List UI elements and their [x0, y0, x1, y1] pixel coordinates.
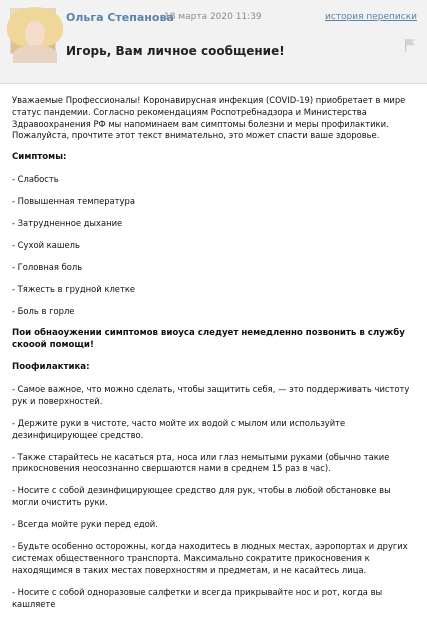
message-date: 18 марта 2020 11:39 — [164, 12, 262, 22]
symptom-item: - Слабость — [12, 174, 59, 185]
message-body — [12, 95, 417, 620]
prevention-item: - Также старайтесь не касаться рта, носа или глаз немытыми руками (обычно такие прикосновения неосознанно свершаются нами в среднем 15 раз в час). — [12, 451, 390, 474]
prevention-item: - Держите руки в чистоте, часто мойте их водой с мылом или используйте дезинфицирующее средство. — [12, 417, 346, 440]
sender-name-link[interactable]: Ольга Степанова — [66, 11, 174, 24]
warning-paragraph: Пои обнаоужении симптомов виоуса следует немедленно позвонить в службу скооой помощи! — [12, 328, 405, 351]
avatar-shoulders — [13, 45, 57, 63]
sender-avatar[interactable] — [10, 8, 56, 54]
flag-icon[interactable] — [404, 38, 416, 52]
prevention-item: - Носите с собой одноразовые салфетки и всегда прикрывайте нос и рот, когда вы кашляете — [12, 586, 383, 609]
prevention-item: - Носите с собой дезинфицирующее средство для рук, чтобы в любой обстановке вы могли очистить руки. — [12, 485, 391, 508]
prevention-item: - Самое важное, что можно сделать, чтобы защитить себя, — это поддерживать чистоту рук и поверхностей. — [12, 384, 410, 406]
symptom-item: - Сухой кашель — [12, 240, 80, 251]
symptom-item: - Боль в горле — [12, 306, 75, 317]
intro-paragraph: Уважаемые Профессионалы! Коронавирусная инфекция (COVID-19) приобретает в мире статус пандемии. Согласно рекомендациям Роспотребнадзора и Министерства Здравоохранения РФ мы напоминаем вам симптомы болезни и меры профилактики. Пожалуйста, прочтите этот текст внимательно, это может спасти ваше здоровье. — [12, 95, 406, 141]
prevention-item: - Всегда мойте руки перед едой. — [12, 519, 158, 530]
message-subject: Игорь, Вам личное сообщение! — [66, 44, 285, 58]
symptom-item: - Головная боль — [12, 262, 83, 273]
symptom-item: - Повышенная температура — [12, 196, 135, 207]
prevention-title: Поофилактика: — [12, 362, 90, 373]
prevention-item: - Будьте особенно осторожны, когда находитесь в людных местах, аэропортах и других системах общественного транспорта. Максимально сократите прикосновения к находящимся в таких местах поверхностям и предметам, и не касайтесь лица. — [12, 541, 408, 575]
symptoms-title: Симптомы: — [12, 152, 67, 163]
avatar-face — [25, 21, 45, 47]
history-link[interactable]: история переписки — [324, 12, 417, 22]
symptom-item: - Затрудненное дыхание — [12, 218, 123, 229]
symptom-item: - Тяжесть в грудной клетке — [12, 284, 136, 295]
message-header — [0, 0, 427, 84]
